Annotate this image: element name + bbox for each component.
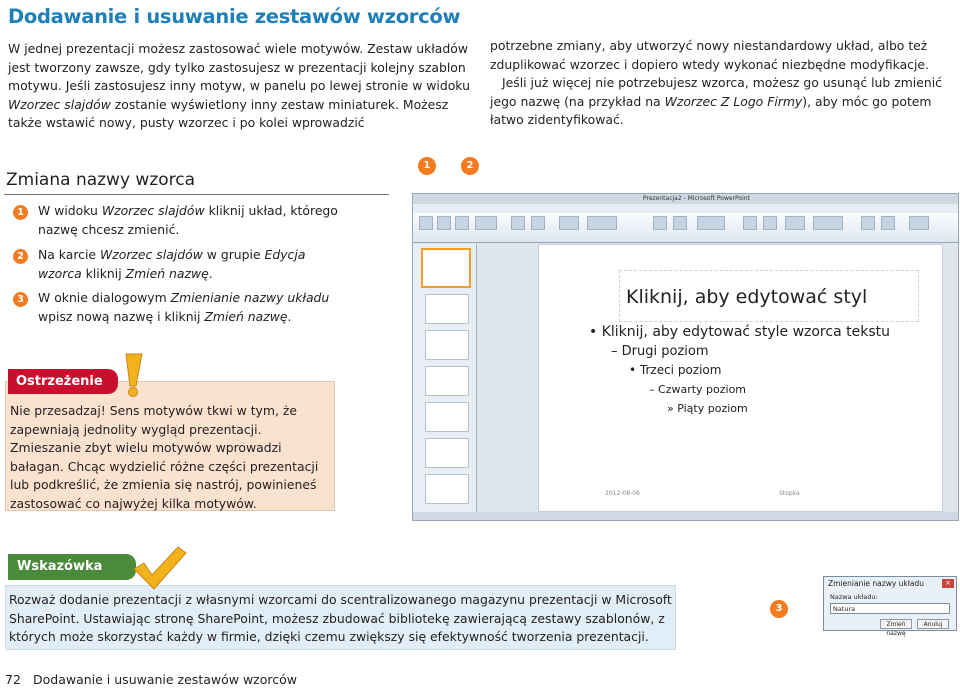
warning-text: Nie przesadzaj! Sens motywów tkwi w tym, że zapewniają jednolity wygląd prezentacji. Zmieszanie zbyt wielu motywów wprowadzi bałagan. Chcąc wydzielić różne części prezentacji lub podkreślić, że zmienia się nastrój, powinieneś zastosować co najwyżej kilka motywów. — [10, 403, 319, 511]
rename-button[interactable]: Zmień nazwę — [880, 619, 912, 629]
layout-thumbnail[interactable] — [425, 294, 469, 324]
ribbon — [413, 213, 959, 243]
section-heading: Zmiana nazwy wzorca — [6, 170, 196, 190]
bullet-level-4: – Czwarty poziom — [649, 383, 747, 396]
page-number: 72 — [5, 672, 21, 687]
rename-layout-dialog — [823, 576, 957, 637]
dialog-label: Nazwa układu: — [830, 593, 878, 601]
ribbon-tabs — [413, 204, 959, 213]
layout-thumbnail[interactable] — [425, 330, 469, 360]
slide-date: 2012-08-06 — [605, 490, 640, 497]
checkmark-icon — [130, 543, 188, 593]
intro-column-left: W jednej prezentacji możesz zastosować wiele motywów. Zestaw układów jest tworzony zawsze, gdy tylko zastosujesz w prezentacji kolejny szablon motywu. Jeśli zastosujesz inny motyw, w panelu po lewej stronie w widoku Wzorzec slajdów zostanie wyświetlony inny zestaw miniaturek. Możesz także wstawić nowy, pusty wzorzec i po kolei wprowadzić — [8, 41, 470, 130]
ribbon-button[interactable] — [653, 216, 667, 230]
ribbon-button[interactable] — [587, 216, 617, 230]
bullet-level-3: • Trzeci poziom — [629, 363, 722, 377]
bullet-level-5: » Piąty poziom — [667, 402, 748, 415]
page-title: Dodawanie i usuwanie zestawów wzorców — [8, 5, 461, 28]
intro-paragraph-2: Jeśli już więcej nie potrzebujesz wzorca, możesz go usunąć lub zmienić jego nazwę (na przykład na Wzorzec Z Logo Firmy), aby móc go potem łatwo zidentyfikować. — [490, 75, 942, 127]
slide-canvas[interactable] — [538, 244, 943, 512]
footer-text: Dodawanie i usuwanie zestawów wzorców — [33, 672, 297, 687]
ribbon-button[interactable] — [697, 216, 725, 230]
step-2-text: Na karcie Wzorzec slajdów w grupie Edycja wzorca kliknij Zmień nazwę. — [38, 247, 306, 281]
ribbon-button[interactable] — [861, 216, 875, 230]
callout-3: 3 — [770, 600, 788, 618]
ribbon-button[interactable] — [881, 216, 895, 230]
layout-thumbnail[interactable] — [425, 438, 469, 468]
step-number-1: 1 — [13, 205, 28, 220]
section-divider — [4, 194, 389, 195]
step-3-text: W oknie dialogowym Zmienianie nazwy układu wpisz nową nazwę i kliknij Zmień nazwę. — [38, 290, 330, 324]
layout-thumbnail[interactable] — [425, 402, 469, 432]
ribbon-button[interactable] — [673, 216, 687, 230]
intro-paragraph-1: potrzebne zmiany, aby utworzyć nowy niestandardowy układ, albo też zduplikować wzorzec i dopiero wtedy wykonać niezbędne modyfikacje. — [490, 38, 929, 72]
cancel-button[interactable]: Anuluj — [917, 619, 949, 629]
window-titlebar — [413, 194, 959, 204]
ribbon-button[interactable] — [763, 216, 777, 230]
layout-thumbnail[interactable] — [425, 366, 469, 396]
step-number-2: 2 — [13, 249, 28, 264]
bullet-level-2: – Drugi poziom — [611, 344, 709, 359]
exclamation-icon — [112, 352, 152, 398]
callout-2: 2 — [461, 157, 479, 175]
ribbon-button[interactable] — [437, 216, 451, 230]
master-thumbnail[interactable] — [421, 248, 471, 288]
tip-badge: Wskazówka — [8, 554, 136, 580]
ribbon-button[interactable] — [419, 216, 433, 230]
ribbon-button[interactable] — [455, 216, 469, 230]
ribbon-button[interactable] — [559, 216, 579, 230]
slide-footer: Stopka — [779, 490, 800, 497]
ribbon-button[interactable] — [785, 216, 805, 230]
step-1-text: W widoku Wzorzec slajdów kliknij układ, którego nazwę chcesz zmienić. — [38, 203, 338, 237]
ribbon-button[interactable] — [511, 216, 525, 230]
layout-thumbnail[interactable] — [425, 474, 469, 504]
close-master-view-button[interactable] — [909, 216, 929, 230]
layout-name-input[interactable]: Natura — [830, 603, 950, 614]
bullet-level-1: • Kliknij, aby edytować style wzorca tekstu — [589, 324, 890, 340]
dialog-title: Zmienianie nazwy układu — [828, 579, 924, 588]
status-bar — [413, 512, 959, 521]
ribbon-button[interactable] — [475, 216, 497, 230]
ribbon-button[interactable] — [531, 216, 545, 230]
callout-1: 1 — [418, 157, 436, 175]
tip-text: Rozważ dodanie prezentacji z własnymi wzorcami do scentralizowanego magazynu prezentacji w Microsoft SharePoint. Ustawiając stronę SharePoint, możesz zbudować bibliotekę zawierającą zestawy szablonów, z których może skorzystać każdy w firmie, dzięki czemu zwiększy się efektywność tworzenia prezentacji. — [9, 592, 672, 644]
ribbon-button[interactable] — [743, 216, 757, 230]
intro-column-right — [490, 37, 952, 130]
slide-title-placeholder[interactable]: Kliknij, aby edytować styl — [619, 270, 919, 322]
step-number-3: 3 — [13, 292, 28, 307]
window-title: Prezentacja2 - Microsoft PowerPoint — [643, 195, 750, 202]
warning-badge: Ostrzeżenie — [8, 369, 118, 394]
slide-body-placeholder[interactable] — [589, 323, 890, 418]
ribbon-button[interactable] — [813, 216, 843, 230]
powerpoint-screenshot — [412, 193, 959, 521]
layout-thumbnails-pane — [413, 244, 477, 512]
close-icon[interactable]: × — [942, 579, 954, 588]
page-footer — [5, 672, 297, 687]
